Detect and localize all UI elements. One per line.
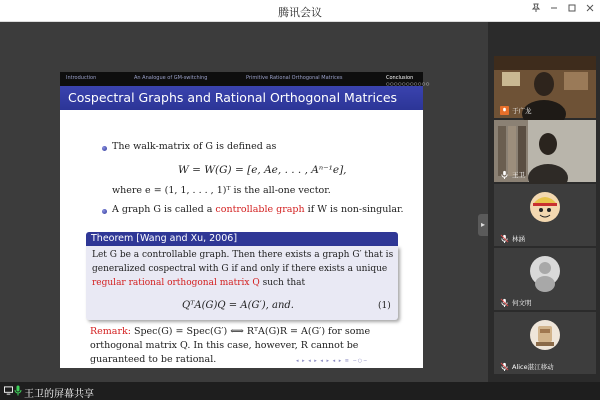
theorem-header: [86, 232, 398, 246]
avatar: [530, 192, 560, 222]
maximize-icon[interactable]: [563, 1, 581, 19]
minimize-icon[interactable]: [545, 1, 563, 19]
nav-section-gm-switching: An Analogue of GM-switching: [134, 75, 208, 81]
microphone-icon: [500, 362, 509, 371]
slide-navigation-bar: [60, 72, 430, 86]
remark-line-1-text: Spec(G) = Spec(G′) ⟺ RᵀA(G)R = A(G′) for some: [130, 326, 371, 337]
participant-tile[interactable]: [494, 120, 596, 182]
avatar: [530, 320, 560, 350]
pin-icon[interactable]: [527, 1, 545, 19]
theorem-title: Theorem [Wang and Xu, 2006]: [91, 233, 238, 244]
rational-orthogonal-matrix-term: regular rational orthogonal matrix Q: [92, 278, 260, 288]
microphone-icon: [500, 298, 509, 307]
participant-name: 王卫: [512, 171, 525, 179]
screen-share-icon: [4, 386, 13, 395]
remark-line-3: guaranteed to be rational.: [90, 354, 217, 365]
participant-tile[interactable]: [494, 312, 596, 374]
participant-name: 何文明: [512, 299, 532, 307]
presentation-slide: [60, 72, 430, 368]
participant-tile[interactable]: [494, 56, 596, 118]
theorem-line-2: generalized cospectral with G if and only if there exists a unique: [92, 264, 388, 274]
controllable-graph-term: controllable graph: [215, 204, 305, 215]
shared-screen-stage: [0, 22, 488, 382]
nav-section-orthogonal-matrices: Primitive Rational Orthogonal Matrices: [246, 75, 343, 81]
nav-progress-dots: ○○○○○○○○○○○: [386, 81, 430, 86]
nav-section-introduction: Introduction: [66, 75, 97, 81]
microphone-icon: [14, 385, 22, 396]
participant-video: [494, 56, 596, 118]
theorem-equation-number: (1): [378, 301, 391, 311]
collapse-panel-button[interactable]: ▸: [478, 214, 488, 236]
participant-panel: [488, 22, 600, 382]
theorem-line-3-post: such that: [259, 278, 306, 288]
controllable-pre: A graph G is called a: [112, 204, 216, 215]
window-title: 腾讯会议: [278, 6, 322, 19]
theorem-line-3: [92, 278, 305, 288]
remark-label: Remark:: [90, 326, 131, 337]
bullet-walk-matrix: The walk-matrix of G is defined as: [112, 141, 277, 152]
controllable-post: if W is non-singular.: [304, 204, 404, 215]
participant-tile[interactable]: [494, 248, 596, 310]
participant-tile[interactable]: [494, 184, 596, 246]
microphone-icon: [500, 170, 509, 179]
slide-title-bar: [60, 86, 423, 110]
walk-matrix-equation: W = W(G) = [e, Ae, . . . , Aⁿ⁻¹e],: [178, 164, 347, 176]
all-one-vector-text: where e = (1, 1, . . . , 1)ᵀ is the all-one vector.: [112, 185, 331, 196]
theorem-equation: QᵀA(G)Q = A(G′), and.: [182, 300, 294, 311]
participant-name: 林涵: [512, 235, 525, 243]
participant-name: 于广龙: [512, 107, 532, 115]
bullet-icon: [102, 209, 107, 214]
participant-name: Alice湛江移动: [512, 363, 554, 371]
window-titlebar: [0, 0, 600, 22]
nav-section-conclusion: Conclusion: [386, 75, 414, 81]
theorem-body: [86, 246, 398, 320]
theorem-line-1: Let G be a controllable graph. Then there exists a graph G′ that is: [92, 250, 394, 260]
slide-navigation-controls[interactable]: ◂ ▸ ◂ ▸ ◂ ▸ ◂ ▸ ≡ ∽○∽: [296, 358, 369, 364]
slide-title: Cospectral Graphs and Rational Orthogonal Matrices: [68, 90, 398, 105]
screen-share-status-bar: [0, 382, 600, 400]
screen-share-label: 王卫的屏幕共享: [24, 389, 94, 400]
avatar: [530, 256, 560, 286]
remark-line-2: orthogonal matrix Q. In this case, however, R cannot be: [90, 340, 359, 351]
bullet-icon: [102, 146, 107, 151]
bullet-controllable-graph: [112, 204, 404, 215]
remark-line-1: [90, 326, 370, 337]
participant-video: [494, 120, 596, 182]
microphone-icon: [500, 106, 509, 115]
microphone-icon: [500, 234, 509, 243]
close-icon[interactable]: [581, 1, 599, 19]
